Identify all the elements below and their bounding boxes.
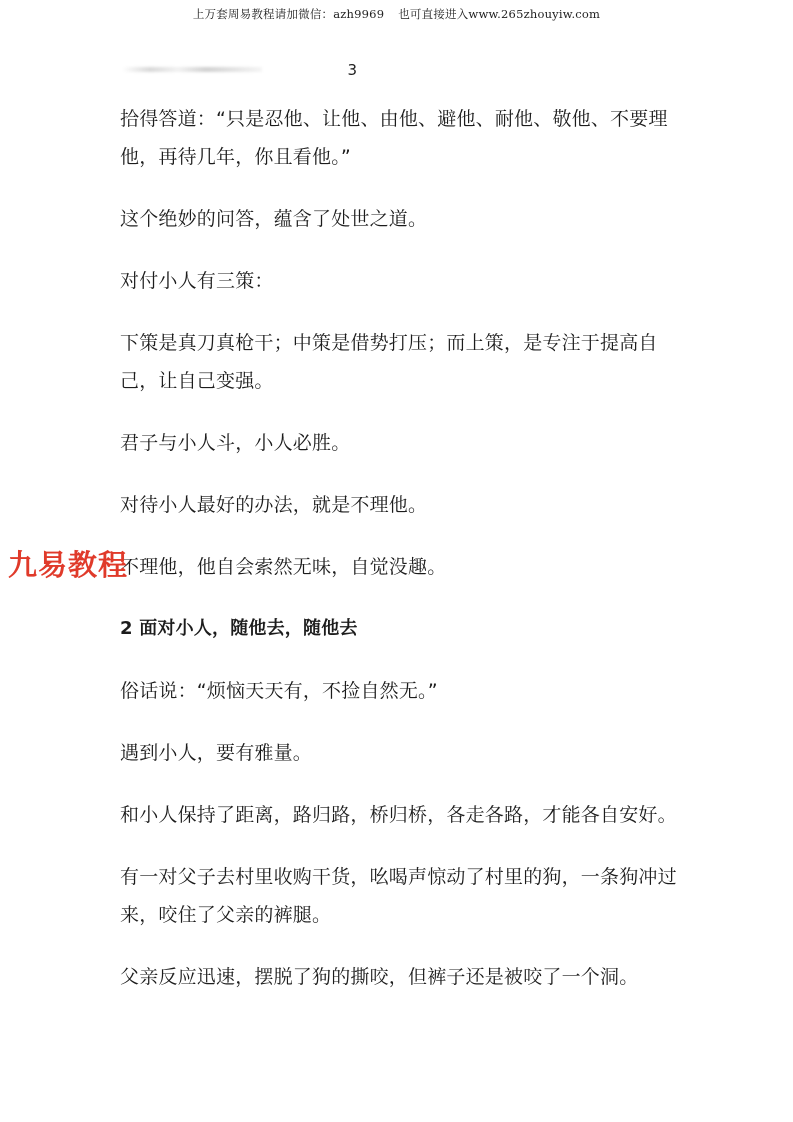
- cut-off-top-line: [122, 63, 357, 79]
- paragraph-story-start: 有一对父子去村里收购干货，吆喝声惊动了村里的狗，一条狗冲过来，咬住了父亲的裤腿。: [120, 866, 677, 926]
- paragraph-distance: 和小人保持了距离，路归路，桥归桥，各走各路，才能各自安好。: [120, 804, 677, 826]
- document-body: [120, 100, 680, 1020]
- cut-off-text-fragment: [122, 67, 262, 72]
- paragraph-story-continue: 父亲反应迅速，摆脱了狗的撕咬，但裤子还是被咬了一个洞。: [120, 966, 639, 988]
- header-contact-text: 上万套周易教程请加微信：azh9969: [192, 7, 385, 21]
- paragraph-ignore: 不理他，他自会索然无味，自觉没趣。: [120, 556, 447, 578]
- paragraph-reply: 拾得答道：“只是忍他、让他、由他、避他、耐他、敬他、不要理他，再待几年，你且看他。”: [120, 108, 668, 168]
- cut-off-text-tail: 3: [347, 61, 357, 79]
- paragraph-proverb: 俗话说：“烦恼天天有，不捡自然无。”: [120, 680, 438, 702]
- section-heading: 2 面对小人，随他去，随他去: [120, 618, 358, 639]
- header-site-text: 也可直接进入www.265zhouyiw.com: [398, 7, 601, 21]
- paragraph-gentleman: 君子与小人斗，小人必胜。: [120, 432, 351, 454]
- paragraph-best-way: 对待小人最好的办法，就是不理他。: [120, 494, 428, 516]
- paragraph-magnanimity: 遇到小人，要有雅量。: [120, 742, 313, 764]
- page-header: [0, 6, 793, 22]
- watermark-logo: 九易教程: [8, 548, 129, 582]
- paragraph-summary: 这个绝妙的问答，蕴含了处世之道。: [120, 208, 428, 230]
- paragraph-strategies-detail: 下策是真刀真枪干；中策是借势打压；而上策，是专注于提高自己，让自己变强。: [120, 332, 658, 392]
- paragraph-three-strategies: 对付小人有三策：: [120, 270, 274, 292]
